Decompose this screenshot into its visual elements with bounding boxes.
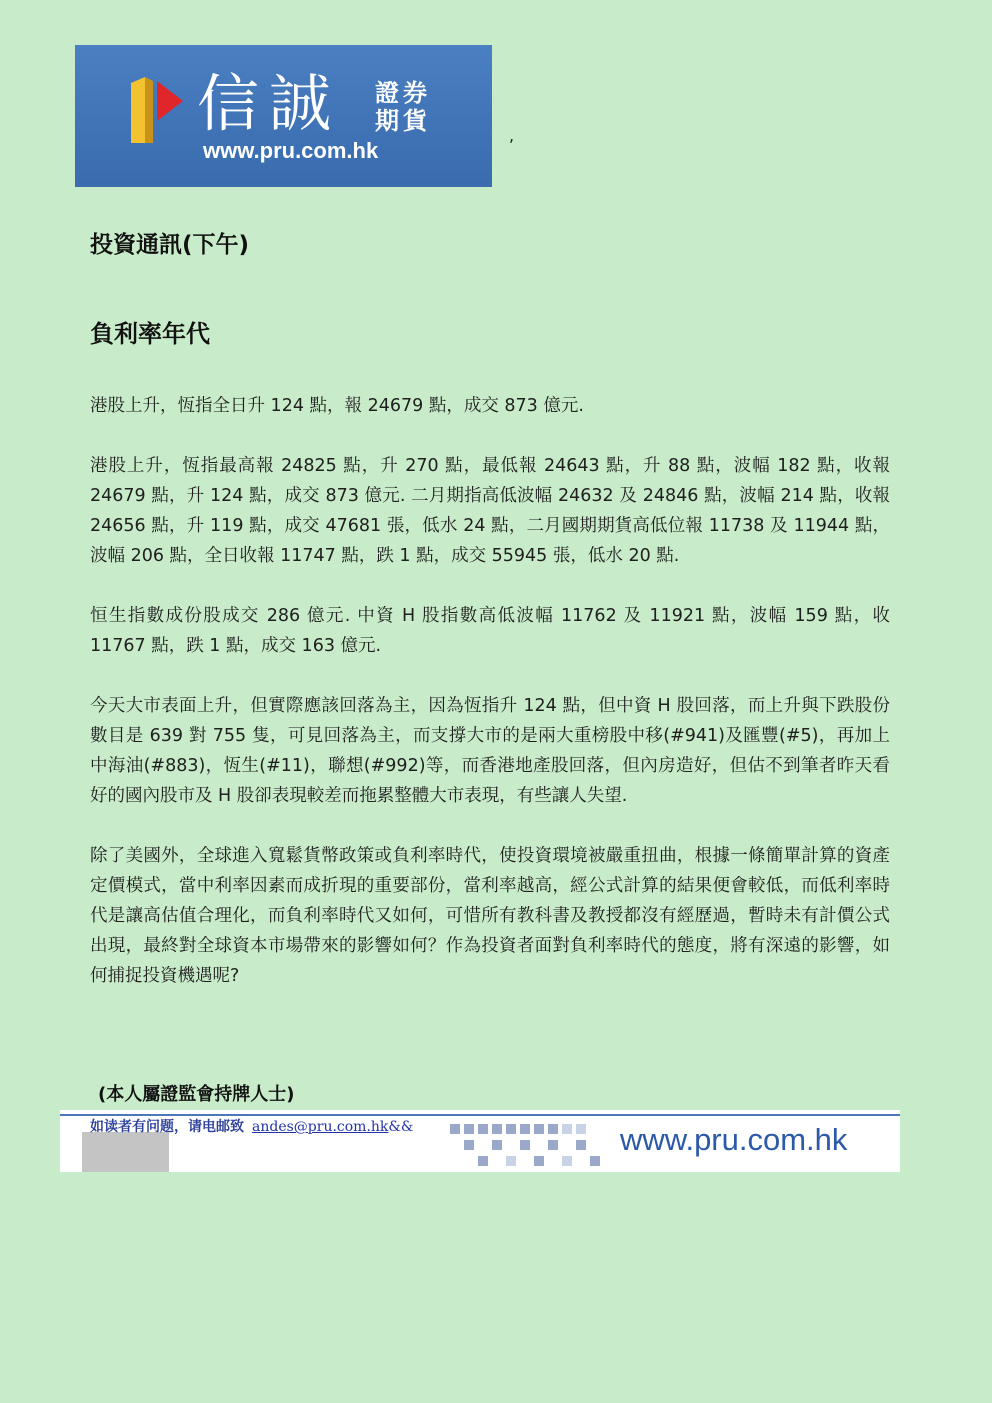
article-body [90,391,890,1021]
paragraph-1: 港股上升，恆指全日升 124 點，報 24679 點，成交 873 億元. [90,396,584,416]
contact-suffix: && [388,1119,414,1135]
section-heading: 投資通訊(下午) [90,232,250,258]
contact-email-link[interactable]: andes@pru.com.hk [252,1119,389,1135]
contact-prefix: 如读者有问题，请电邮致 [90,1119,244,1135]
footer-contact [90,1116,413,1136]
decorative-squares-icon [450,1120,620,1172]
logo-subtitle [375,79,445,135]
paragraph-3: 恒生指數成份股成交 286 億元. 中資 H 股指數高低波幅 11762 及 11921 點，波幅 159 點，收 11767 點，跌 1 點，成交 163 億元. [90,606,890,656]
logo-sub-line2: 期貨 [375,107,431,135]
paragraph-5: 除了美國外，全球進入寬鬆貨幣政策或負利率時代，使投資環境被嚴重扭曲，根據一條簡單計算的資產定價模式，當中利率因素而成折現的重要部份，當利率越高，經公式計算的結果便會較低，而低利率時代是讓高估值合理化，而負利率時代又如何，可惜所有教科書及教授都沒有經歷過，暫時未有計價公式出現，最終對全球資本市場帶來的影響如何？作為投資者面對負利率時代的態度，將有深遠的影響，如何捕捉投資機遇呢? [90,846,890,986]
paragraph-2: 港股上升，恆指最高報 24825 點，升 270 點，最低報 24643 點，升 88 點，波幅 182 點，收報 24679 點，升 124 點，成交 873 億元. 二月期指高低波幅 24632 及 24846 點，波幅 214 點，收報 24656 點，升 119 點，成交 47681 張，低水 24 點，二月國期期貨高低位報 11738 及 11944 點，波幅 206 點，全日收報 11747 點，跌 1 點，成交 55945 張，低水 20 點. [90,456,890,566]
footer-url: www.pru.com.hk [620,1122,848,1157]
logo-sub-line1: 證券 [375,79,431,107]
paragraph-4: 今天大市表面上升，但實際應該回落為主，因為恆指升 124 點，但中資 H 股回落，而上升與下跌股份數目是 639 對 755 隻，可見回落為主，而支撐大市的是兩大重榜股中移(#941)及匯豐(#5)，再加上中海油(#883)，恆生(#11)，聯想(#992)等，而香港地產股回落，但內房造好，但估不到筆者昨天看好的國內股市及 H 股卻表現較差而拖累整體大市表現，有些讓人失望. [90,696,890,806]
stray-mark: , [509,126,515,145]
license-disclaimer: (本人屬證監會持牌人士) [98,1084,295,1105]
logo-mark-icon [127,73,197,147]
footer-banner [60,1110,900,1172]
company-logo [75,45,492,187]
footer-gray-block [82,1132,169,1172]
logo-name: 信誠 [197,67,342,140]
logo-url: www.pru.com.hk [203,138,379,163]
article-title: 負利率年代 [90,320,210,348]
